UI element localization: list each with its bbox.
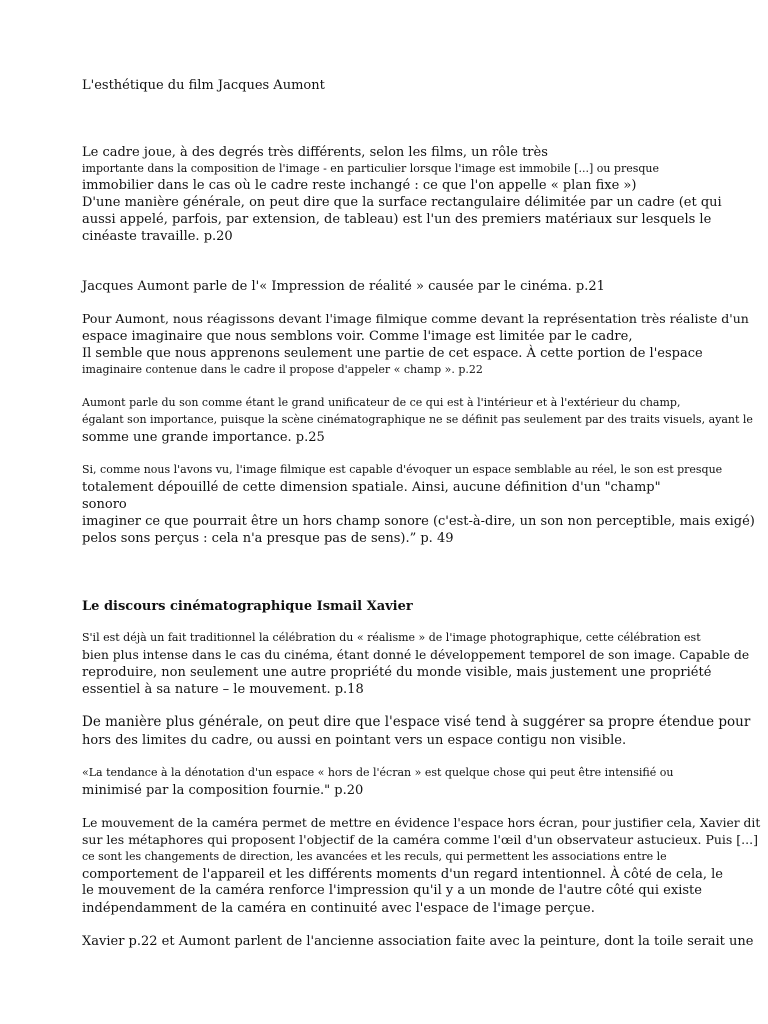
text-line: Il semble que nous apprenons seulement une partie de cet espace. À cette portion de l'espace — [82, 346, 703, 361]
text-line: égalant son importance, puisque la scène cinématographique ne se définit pas seulement par des traits visuels, ayant le — [82, 413, 753, 426]
text-line: hors des limites du cadre, ou aussi en pointant vers un espace contigu non visible. — [82, 733, 627, 748]
text-line: cinéaste travaille. p.20 — [82, 229, 233, 244]
text-line: totalement dépouillé de cette dimension spatiale. Ainsi, aucune définition d'un "champ" — [82, 480, 661, 495]
text-line: imaginaire contenue dans le cadre il propose d'appeler « champ ». p.22 — [82, 363, 483, 376]
text-line: somme une grande importance. p.25 — [82, 430, 325, 445]
text-line: indépendamment de la caméra en continuité avec l'espace de l'image perçue. — [82, 901, 595, 916]
text-line: sur les métaphores qui proposent l'objectif de la caméra comme l'œil d'un observateur astucieux. Puis [...] — [82, 832, 758, 847]
text-line: essentiel à sa nature – le mouvement. p.18 — [82, 682, 364, 697]
section-title-aumont: L'esthétique du film Jacques Aumont — [82, 78, 325, 93]
text-line: imaginer ce que pourrait être un hors champ sonore (c'est-à-dire, un son non perceptible, mais exigé) — [82, 514, 755, 529]
text-line: S'il est déjà un fait traditionnel la célébration du « réalisme » de l'image photographique, cette célébration est — [82, 631, 701, 644]
text-line: immobilier dans le cas où le cadre reste inchangé : ce que l'on appelle « plan fixe ») — [82, 178, 637, 193]
text-line: comportement de l'appareil et les différents moments d'un regard intentionnel. À côté de cela, le — [82, 867, 723, 882]
text-line: aussi appelé, parfois, par extension, de tableau) est l'un des premiers matériaux sur lesquels le — [82, 212, 712, 227]
text-line: Si, comme nous l'avons vu, l'image filmique est capable d'évoquer un espace semblable au réel, le son est presque — [82, 463, 723, 476]
text-line: ce sont les changements de direction, les avancées et les reculs, qui permettent les associations entre le — [82, 850, 667, 863]
text-line: Le cadre joue, à des degrés très différents, selon les films, un rôle très — [82, 145, 548, 160]
text-line: le mouvement de la caméra renforce l'impression qu'il y a un monde de l'autre côté qui existe — [82, 883, 702, 898]
text-line: espace imaginaire que nous semblons voir. Comme l'image est limitée par le cadre, — [82, 329, 633, 344]
text-line: Pour Aumont, nous réagissons devant l'image filmique comme devant la représentation très réaliste d'un — [82, 311, 749, 326]
text-line: Le mouvement de la caméra permet de mettre en évidence l'espace hors écran, pour justifier cela, Xavier dit — [82, 816, 761, 830]
text-line: sonoro — [82, 497, 127, 512]
text-line: Xavier p.22 et Aumont parlent de l'ancienne association faite avec la peinture, dont la toile serait une — [82, 934, 754, 949]
text-line: pelos sons perçus : cela n'a presque pas de sens).” p. 49 — [82, 531, 454, 546]
text-line: reproduire, non seulement une autre propriété du monde visible, mais justement une propriété — [82, 665, 712, 680]
text-line: De manière plus générale, on peut dire que l'espace visé tend à suggérer sa propre étendue pour — [82, 714, 751, 730]
section-title-xavier: Le discours cinématographique Ismail Xavier — [82, 599, 413, 614]
text-line: «La tendance à la dénotation d'un espace « hors de l'écran » est quelque chose qui peut être intensifié ou — [82, 766, 674, 779]
text-line: Jacques Aumont parle de l'« Impression de réalité » causée par le cinéma. p.21 — [82, 279, 605, 294]
text-line: Aumont parle du son comme étant le grand unificateur de ce qui est à l'intérieur et à l'extérieur du champ, — [82, 396, 681, 409]
text-line: D'une manière générale, on peut dire que la surface rectangulaire délimitée par un cadre (et qui — [82, 195, 722, 210]
text-line: importante dans la composition de l'image - en particulier lorsque l'image est immobile [...] ou presque — [82, 162, 660, 175]
text-line: bien plus intense dans le cas du cinéma, étant donné le développement temporel de son image. Capable de — [82, 648, 750, 662]
text-line: minimisé par la composition fournie." p.20 — [82, 783, 364, 798]
